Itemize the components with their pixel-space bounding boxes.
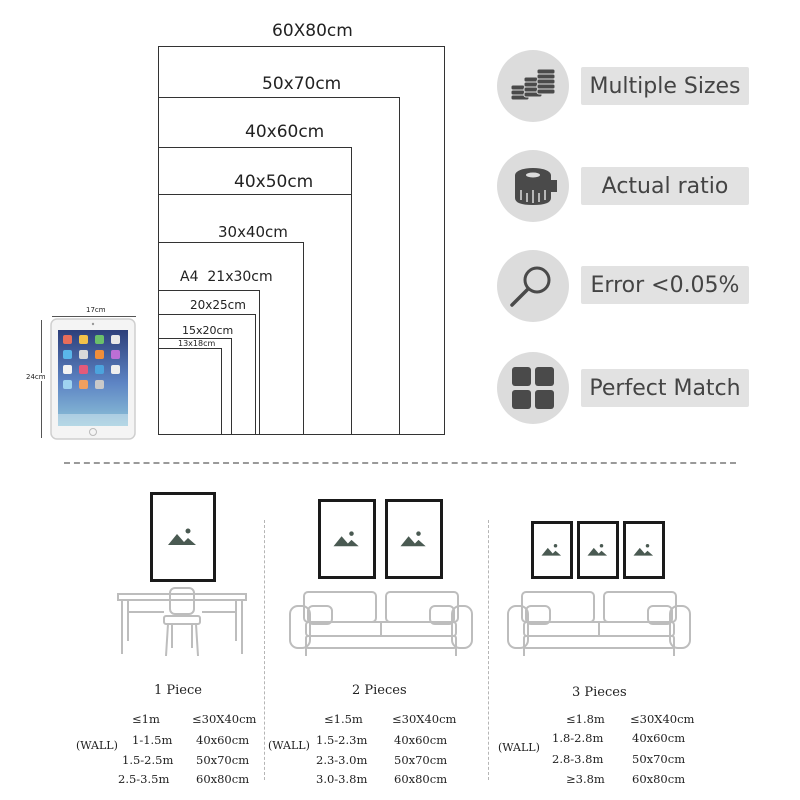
label-15x20: 15x20cm bbox=[182, 324, 234, 337]
table-cell-size: 40x60cm bbox=[632, 731, 686, 745]
tablet-height-label: 24cm bbox=[26, 373, 46, 381]
wall-poster bbox=[623, 521, 665, 579]
table-cell-size: 60x80cm bbox=[196, 772, 250, 786]
wall-poster bbox=[577, 521, 619, 579]
measuring-tape-icon bbox=[497, 150, 569, 222]
table-cell-size: 40x60cm bbox=[394, 733, 448, 747]
feature-icon-circle bbox=[497, 250, 569, 322]
label-50x70: 50x70cm bbox=[262, 74, 342, 94]
wall-label: (WALL) bbox=[76, 739, 118, 752]
scene-divider-2 bbox=[488, 520, 489, 780]
label-60x80: 60X80cm bbox=[272, 21, 353, 41]
table-cell-size: 50x70cm bbox=[394, 753, 448, 767]
table-cell-size: ≤30X40cm bbox=[392, 712, 457, 726]
table-cell-wall: ≥3.8m bbox=[566, 772, 605, 786]
table-cell-wall: 2.8-3.8m bbox=[552, 752, 604, 766]
table-cell-size: 40x60cm bbox=[196, 733, 250, 747]
feature-icon-circle bbox=[497, 150, 569, 222]
wall-label: (WALL) bbox=[268, 739, 310, 752]
scene-title: 3 Pieces bbox=[572, 685, 627, 700]
label-a4: A4 21x30cm bbox=[180, 269, 273, 285]
table-cell-size: 60x80cm bbox=[632, 772, 686, 786]
feature-label-error: Error <0.05% bbox=[581, 266, 749, 304]
table-cell-size: ≤30X40cm bbox=[192, 712, 257, 726]
scene-divider-1 bbox=[264, 520, 265, 780]
table-cell-size: 50x70cm bbox=[196, 753, 250, 767]
table-cell-wall: 1.5-2.5m bbox=[122, 753, 174, 767]
section-divider bbox=[64, 462, 736, 464]
table-cell-wall: ≤1m bbox=[132, 712, 160, 726]
mountain-picture-icon bbox=[333, 530, 361, 548]
mountain-picture-icon bbox=[633, 543, 655, 557]
sofa-illustration bbox=[504, 586, 694, 662]
desk-chair-illustration bbox=[114, 586, 254, 658]
mountain-picture-icon bbox=[587, 543, 609, 557]
tablet-width-line bbox=[52, 316, 136, 317]
label-40x60: 40x60cm bbox=[245, 122, 325, 142]
table-cell-wall: 1-1.5m bbox=[132, 733, 173, 747]
wall-poster bbox=[318, 499, 376, 579]
table-cell-wall: 2.3-3.0m bbox=[316, 753, 368, 767]
mountain-picture-icon bbox=[400, 530, 428, 548]
table-cell-wall: ≤1.8m bbox=[566, 712, 605, 726]
mountain-picture-icon bbox=[168, 527, 198, 547]
table-cell-wall: 2.5-3.5m bbox=[118, 772, 170, 786]
feature-label-actual-ratio: Actual ratio bbox=[581, 167, 749, 205]
tablet-width-label: 17cm bbox=[86, 306, 106, 314]
frame-13x18 bbox=[158, 348, 222, 435]
feature-icon-circle bbox=[497, 50, 569, 122]
feature-label-perfect-match: Perfect Match bbox=[581, 369, 749, 407]
scene-title: 1 Piece bbox=[154, 683, 202, 698]
feature-label-multiple-sizes: Multiple Sizes bbox=[581, 67, 749, 105]
label-40x50: 40x50cm bbox=[234, 172, 314, 192]
coins-stack-icon bbox=[497, 50, 569, 122]
sofa-illustration bbox=[286, 586, 476, 662]
scene-title: 2 Pieces bbox=[352, 683, 407, 698]
table-cell-size: ≤30X40cm bbox=[630, 712, 695, 726]
mountain-picture-icon bbox=[541, 543, 563, 557]
wall-label: (WALL) bbox=[498, 741, 540, 754]
wall-poster bbox=[531, 521, 573, 579]
table-cell-wall: 3.0-3.8m bbox=[316, 772, 368, 786]
table-cell-size: 50x70cm bbox=[632, 752, 686, 766]
tablet-icon bbox=[50, 318, 136, 440]
wall-poster bbox=[385, 499, 443, 579]
table-cell-wall: 1.8-2.8m bbox=[552, 731, 604, 745]
wall-poster bbox=[150, 492, 216, 582]
size-chart-baseline bbox=[158, 434, 445, 435]
grid-squares-icon bbox=[497, 352, 569, 424]
label-30x40: 30x40cm bbox=[218, 223, 288, 241]
feature-icon-circle bbox=[497, 352, 569, 424]
table-cell-size: 60x80cm bbox=[394, 772, 448, 786]
label-20x25: 20x25cm bbox=[190, 298, 246, 312]
table-cell-wall: 1.5-2.3m bbox=[316, 733, 368, 747]
label-13x18: 13x18cm bbox=[178, 339, 216, 348]
magnifier-icon bbox=[497, 250, 569, 322]
table-cell-wall: ≤1.5m bbox=[324, 712, 363, 726]
